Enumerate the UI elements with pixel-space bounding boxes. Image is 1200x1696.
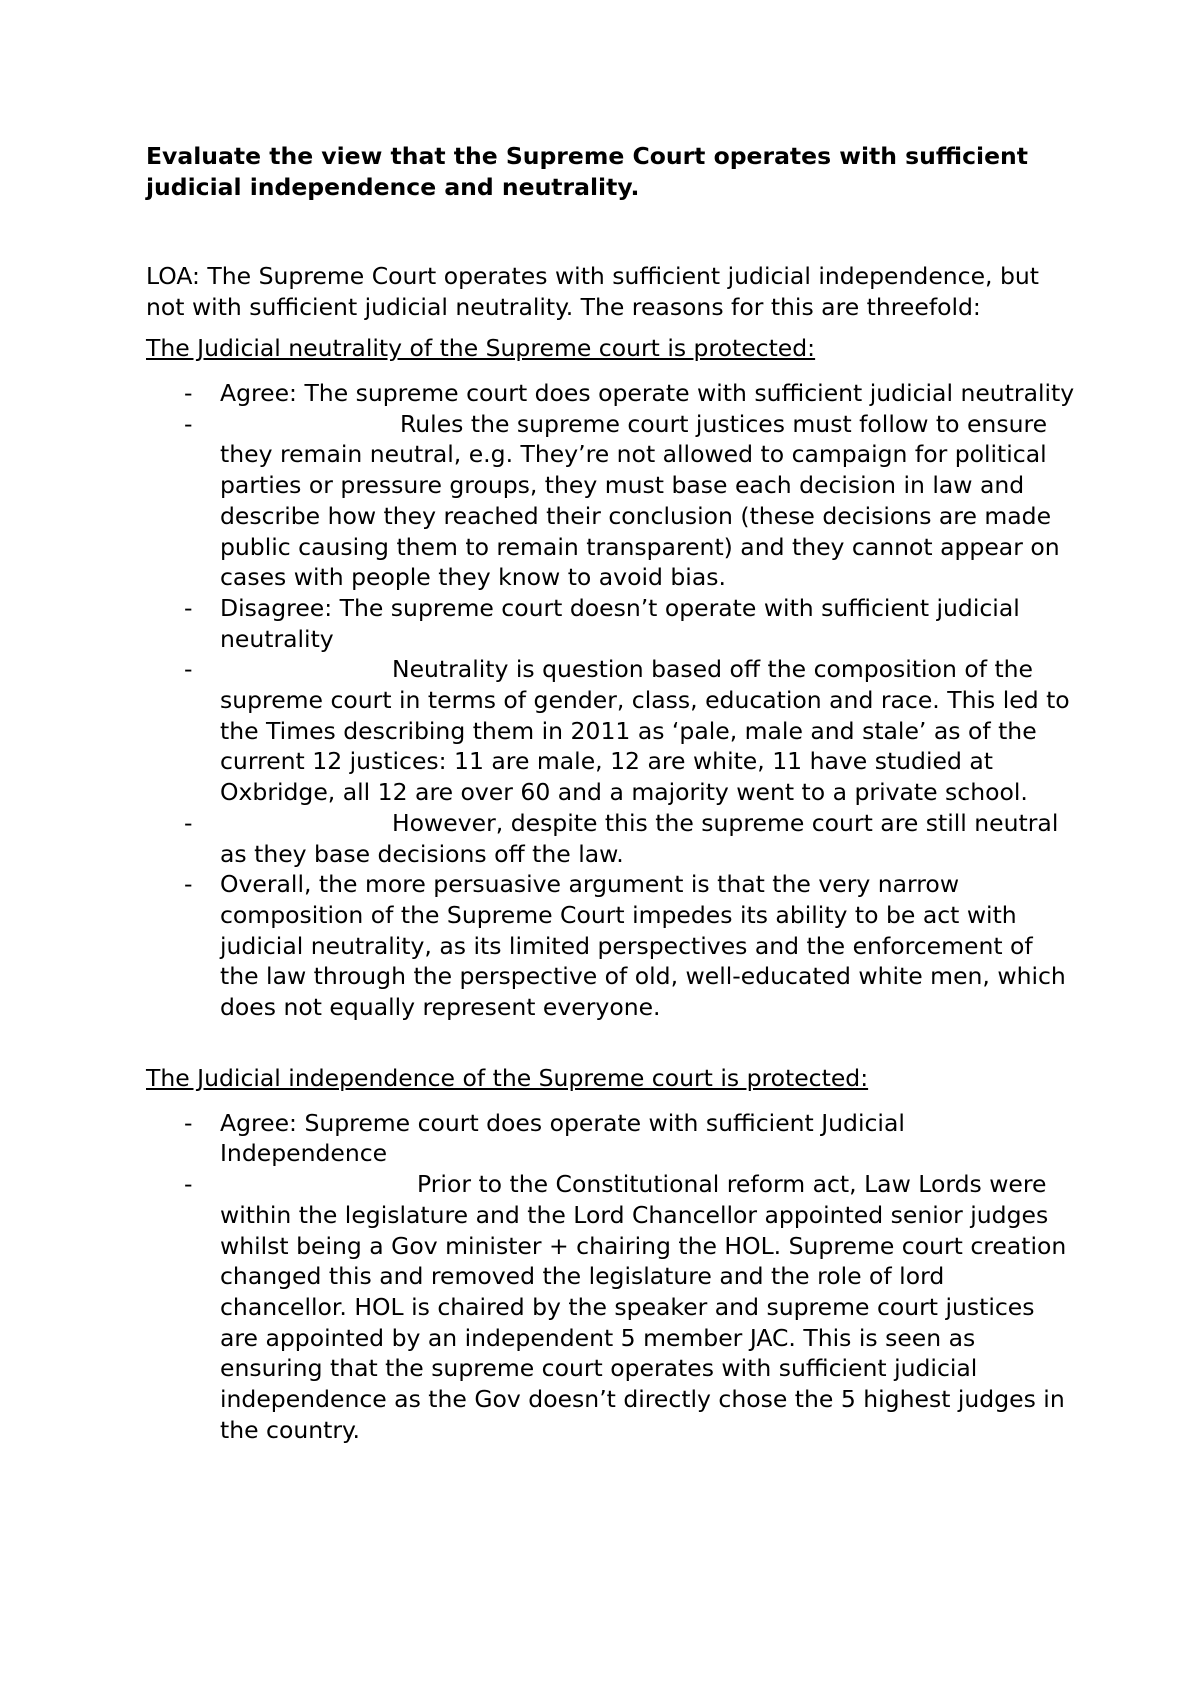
bullet-dash: - <box>184 1170 193 1199</box>
point-text: Prior to the Constitutional reform act, Law Lords were within the legislature and the Lord Chancellor appointed senior judges whilst being a Gov minister + chairing the HOL. Supreme court creation changed this and removed the legislature and the role of lord chancellor. HOL is chaired by the speaker and supreme court justices are appointed by an independent 5 member JAC. This is seen as ensuring that the supreme court operates with sufficient judicial independence as the Gov doesn’t directly chose the 5 highest judges in the country. <box>220 1170 1067 1444</box>
bullet-dash: - <box>184 409 193 438</box>
bullet-dash: - <box>184 655 193 684</box>
point-text: However, despite this the supreme court are still neutral as they base decisions off the law. <box>220 808 1059 868</box>
bullet-dash: - <box>184 870 193 899</box>
list-item <box>146 378 1076 409</box>
document-page <box>146 141 1076 1446</box>
neutrality-points-list <box>146 378 1076 1023</box>
point-text: Disagree: The supreme court doesn’t operate with sufficient judicial neutrality <box>220 593 1020 653</box>
bullet-dash: - <box>184 808 193 837</box>
list-item <box>146 808 1076 869</box>
list-item <box>146 1169 1076 1445</box>
document-title: Evaluate the view that the Supreme Court operates with sufficient judicial independence and neutrality. <box>146 142 1028 201</box>
point-text: Overall, the more persuasive argument is that the very narrow composition of the Supreme Court impedes its ability to be act with judicial neutrality, as its limited perspectives and the enforcement of the law through the perspective of old, well-educated white men, which does not equally represent everyone. <box>220 870 1066 1022</box>
bullet-dash: - <box>184 593 193 622</box>
list-item <box>146 869 1076 1023</box>
point-text: Neutrality is question based off the composition of the supreme court in terms of gender, class, education and race. This led to the Times describing them in 2011 as ‘pale, male and stale’ as of the current 12 justices: 11 are male, 12 are white, 11 have studied at Oxbridge, all 12 are over 60 and a majority went to a private school. <box>220 655 1070 807</box>
bullet-dash: - <box>184 379 193 407</box>
point-text: Agree: The supreme court does operate with sufficient judicial neutrality <box>220 379 1075 407</box>
list-item <box>146 1108 1076 1169</box>
bullet-dash: - <box>184 1108 193 1137</box>
line-of-argument: LOA: The Supreme Court operates with sufficient judicial independence, but not with sufficient judicial neutrality. The reasons for this are threefold: <box>146 262 1040 321</box>
list-item <box>146 654 1076 808</box>
list-item <box>146 409 1076 593</box>
independence-points-list <box>146 1108 1076 1446</box>
point-text: Agree: Supreme court does operate with sufficient Judicial Independence <box>220 1108 905 1168</box>
section-heading-neutrality: The Judicial neutrality of the Supreme court is protected: <box>146 334 816 362</box>
list-item <box>146 593 1076 654</box>
section-heading-independence: The Judicial independence of the Supreme court is protected: <box>146 1063 869 1092</box>
point-text: Rules the supreme court justices must follow to ensure they remain neutral, e.g. They’re not allowed to campaign for political parties or pressure groups, they must base each decision in law and describe how they reached their conclusion (these decisions are made public causing them to remain transparent) and they cannot appear on cases with people they know to avoid bias. <box>220 409 1060 592</box>
